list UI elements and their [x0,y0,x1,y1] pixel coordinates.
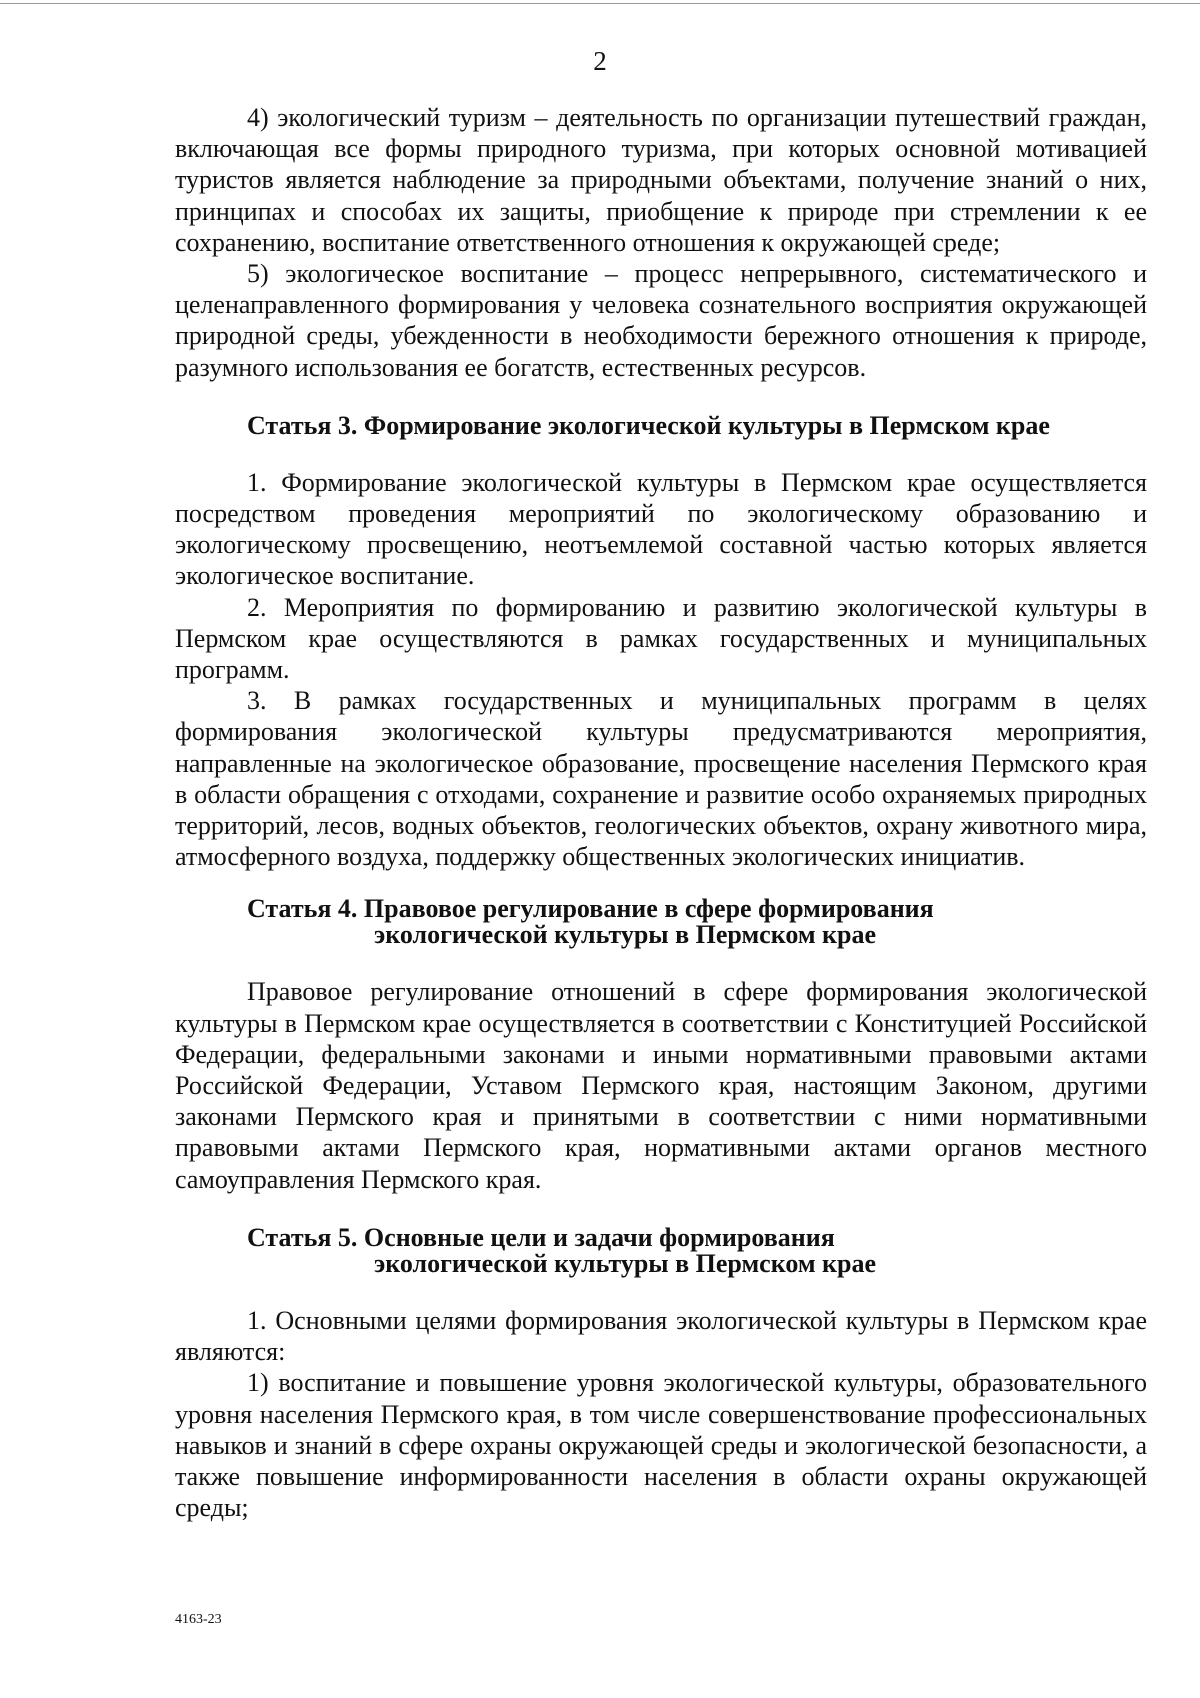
article4-title-line1: Статья 4. Правовое регулирование в сфере формирования [247,894,934,924]
article4-title-line2: экологической культуры в Пермском крае [374,920,877,950]
page-number: 2 [593,46,607,76]
article5-title [175,1222,1147,1278]
article5-title-line1: Статья 5. Основные цели и задачи формирования [247,1222,835,1252]
article3-title [175,410,1147,440]
article3-paragraph-2: 2. Мероприятия по формированию и развитию экологической культуры в Пермском крае осуществляются в рамках государственных и муниципальных программ. [175,592,1147,685]
article5-goal-1: 1) воспитание и повышение уровня экологической культуры, образовательного уровня населения Пермского края, в том числе совершенствование профессиональных навыков и знаний в сфере охраны окружающей среды и экологической безопасности, а также повышение информированности населения в области охраны окружающей среды; [175,1368,1147,1523]
article5-title-line2: экологической культуры в Пермском крае [374,1248,877,1278]
article2-item-5: 5) экологическое воспитание – процесс непрерывного, систематического и целенаправленного формирования у человека сознательного восприятия окружающей природной среды, убежденности в необходимости бережного отношения к природе, разумного использования ее богатств, естественных ресурсов. [175,259,1147,382]
article5-paragraph-1: 1. Основными целями формирования экологической культуры в Пермском крае являются: [175,1305,1147,1367]
document-body [175,102,1147,1523]
article3-paragraph-3: 3. В рамках государственных и муниципальных программ в целях формирования экологической культуры предусматриваются мероприятия, направленные на экологическое образование, просвещение населения Пермского края в области обращения с отходами, сохранение и развитие особо охраняемых природных территорий, лесов, водных объектов, геологических объектов, охрану животного мира, атмосферного воздуха, поддержку общественных экологических инициатив. [175,686,1147,872]
article3-title-text: Статья 3. Формирование экологической культуры в Пермском крае [247,410,1050,440]
article4-title [175,896,1147,948]
article2-item-4: 4) экологический туризм – деятельность по организации путешествий граждан, включающая все формы природного туризма, при которых основной мотивацией туристов является наблюдение за природными объектами, получение знаний о них, принципах и способах их защиты, приобщение к природе при стремлении к ее сохранению, воспитание ответственного отношения к окружающей среде; [175,103,1147,257]
document-code: 4163-23 [175,1612,222,1627]
article4-paragraph-1: Правовое регулирование отношений в сфере формирования экологической культуры в Пермском крае осуществляется в соответствии с Конституцией Российской Федерации, федеральными законами и иными нормативными правовыми актами Российской Федерации, Уставом Пермского края, настоящим Законом, другими законами Пермского края и принятыми в соответствии с ними нормативными правовыми актами Пермского края, нормативными актами органов местного самоуправления Пермского края. [175,977,1147,1194]
scan-edge-line [0,3,1200,4]
article3-paragraph-1: 1. Формирование экологической культуры в Пермском крае осуществляется посредством проведения мероприятий по экологическому образованию и экологическому просвещению, неотъемлемой составной частью которых является экологическое воспитание. [175,467,1147,591]
